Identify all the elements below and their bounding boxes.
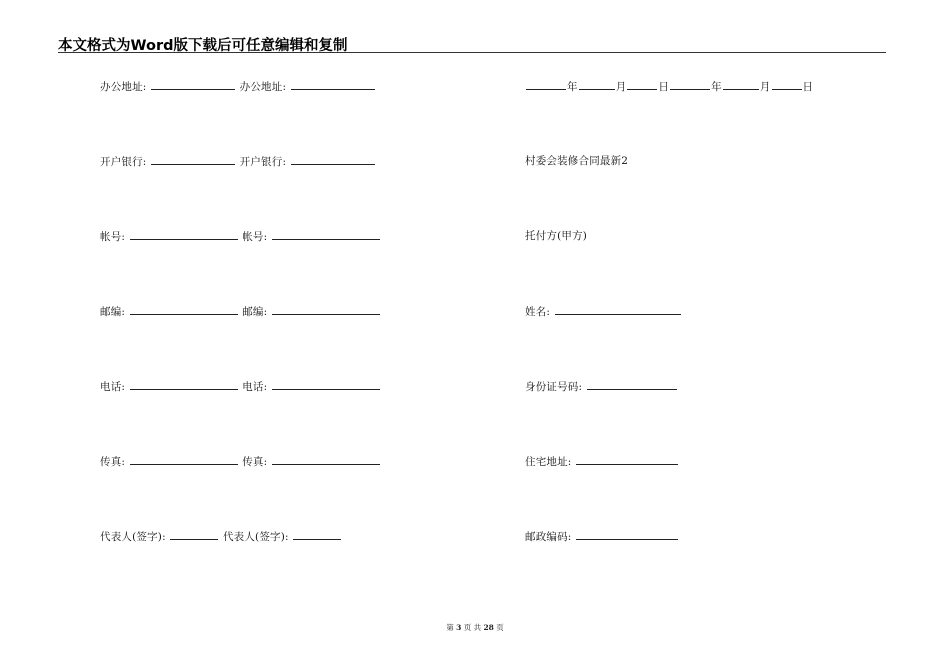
date-month-label: 月 bbox=[759, 81, 771, 93]
field-label: 邮编: bbox=[242, 306, 268, 318]
blank-line bbox=[272, 229, 380, 240]
blank-line bbox=[151, 79, 235, 90]
blank-line bbox=[576, 454, 678, 465]
blank-line bbox=[576, 529, 678, 540]
blank-line bbox=[151, 154, 235, 165]
page-header-title: 本文格式为Word版下载后可任意编辑和复制 bbox=[58, 38, 348, 54]
right-row-address bbox=[525, 454, 679, 469]
left-row-office-address bbox=[100, 79, 376, 94]
blank-line bbox=[526, 79, 566, 90]
contract-title: 村委会装修合同最新2 bbox=[525, 155, 629, 167]
field-label: 姓名: bbox=[525, 306, 551, 318]
footer-page-unit: 页 bbox=[463, 623, 472, 632]
blank-line bbox=[579, 79, 615, 90]
field-label: 开户银行: bbox=[239, 156, 287, 168]
left-row-fax bbox=[100, 454, 381, 469]
right-row-postal-code bbox=[525, 529, 679, 544]
page-footer bbox=[0, 622, 950, 633]
footer-total-pages: 28 bbox=[483, 623, 494, 632]
header-divider bbox=[58, 52, 886, 53]
field-label: 代表人(签字): bbox=[100, 531, 166, 543]
blank-line bbox=[555, 304, 681, 315]
left-row-account bbox=[100, 229, 381, 244]
field-label: 办公地址: bbox=[239, 81, 287, 93]
field-label: 身份证号码: bbox=[525, 381, 583, 393]
blank-line bbox=[291, 154, 375, 165]
right-row-name bbox=[525, 304, 682, 319]
left-row-bank bbox=[100, 154, 376, 169]
footer-total-unit: 页 bbox=[496, 623, 504, 632]
blank-line bbox=[272, 304, 380, 315]
field-label: 开户银行: bbox=[100, 156, 147, 168]
field-label: 办公地址: bbox=[100, 81, 147, 93]
footer-total-prefix: 共 bbox=[473, 623, 482, 632]
blank-line bbox=[723, 79, 759, 90]
left-row-postcode bbox=[100, 304, 381, 319]
field-label: 帐号: bbox=[242, 231, 268, 243]
left-row-representative bbox=[100, 529, 342, 544]
date-month-label: 月 bbox=[615, 81, 627, 93]
field-label: 传真: bbox=[100, 456, 126, 468]
blank-line bbox=[170, 529, 218, 540]
right-row-id-number bbox=[525, 379, 678, 394]
field-label: 电话: bbox=[242, 381, 268, 393]
field-label: 住宅地址: bbox=[525, 456, 572, 468]
blank-line bbox=[272, 454, 380, 465]
field-label: 邮编: bbox=[100, 306, 126, 318]
blank-line bbox=[670, 79, 710, 90]
field-label: 代表人(签字): bbox=[222, 531, 289, 543]
date-line bbox=[525, 79, 813, 94]
field-label: 电话: bbox=[100, 381, 126, 393]
blank-line bbox=[272, 379, 380, 390]
blank-line bbox=[130, 454, 238, 465]
date-day-label: 日 bbox=[658, 81, 670, 93]
field-label: 邮政编码: bbox=[525, 531, 572, 543]
date-day-label: 日 bbox=[802, 81, 814, 93]
blank-line bbox=[130, 229, 238, 240]
blank-line bbox=[291, 79, 375, 90]
field-label: 帐号: bbox=[100, 231, 126, 243]
date-year-label: 年 bbox=[711, 81, 722, 93]
left-row-phone bbox=[100, 379, 381, 394]
blank-line bbox=[772, 79, 802, 90]
footer-page-number: 3 bbox=[456, 623, 462, 632]
blank-line bbox=[627, 79, 657, 90]
blank-line bbox=[130, 304, 238, 315]
date-year-label: 年 bbox=[567, 81, 578, 93]
field-label: 传真: bbox=[242, 456, 268, 468]
blank-line bbox=[587, 379, 677, 390]
blank-line bbox=[293, 529, 341, 540]
party-heading: 托付方(甲方) bbox=[525, 230, 588, 242]
footer-prefix: 第 bbox=[446, 623, 454, 632]
blank-line bbox=[130, 379, 238, 390]
